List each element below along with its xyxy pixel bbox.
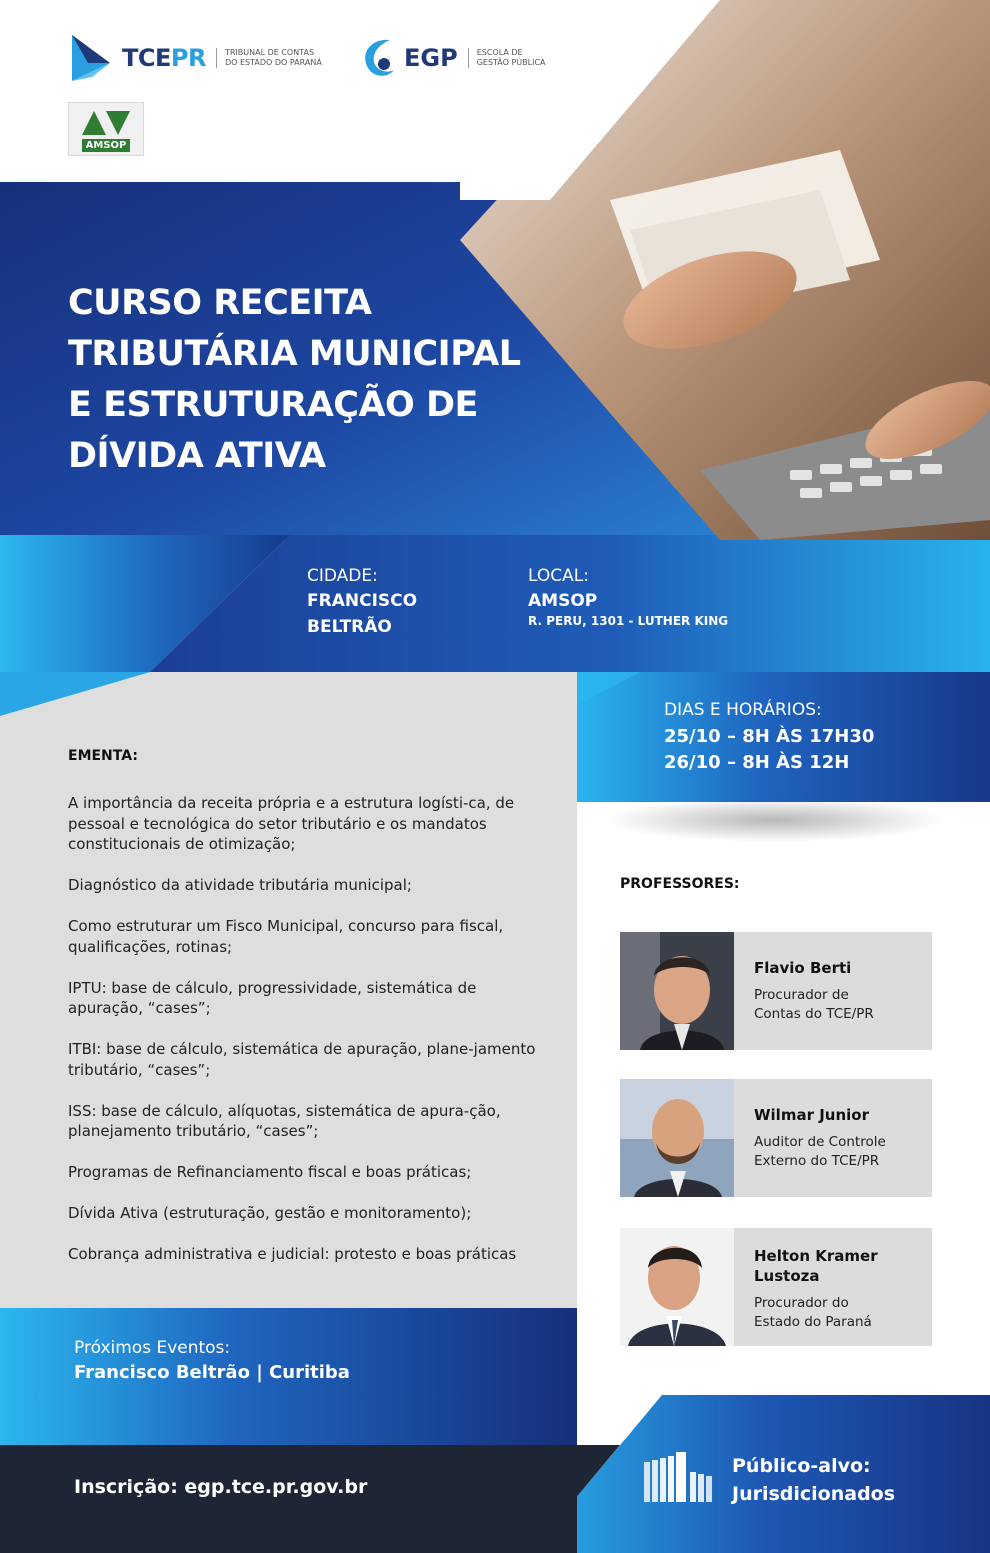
ementa-item: Como estruturar um Fisco Municipal, concurso para fiscal, qualificações, rotinas; bbox=[68, 917, 504, 956]
tce-logo bbox=[68, 30, 322, 86]
professor-role: Auditor de Controle Externo do TCE/PR bbox=[754, 1134, 886, 1169]
course-title: CURSO RECEITA TRIBUTÁRIA MUNICIPAL E ESTRUTURAÇÃO DE DÍVIDA ATIVA bbox=[68, 283, 521, 476]
professor-photo-avatar bbox=[620, 1228, 734, 1346]
location-name: AMSOP bbox=[528, 591, 598, 611]
ementa-item: Diagnóstico da atividade tributária municipal; bbox=[68, 876, 412, 894]
egp-swirl-icon bbox=[360, 34, 400, 82]
next-events-value: Francisco Beltrão | Curitiba bbox=[74, 1362, 350, 1383]
professor-photo-avatar bbox=[620, 932, 734, 1050]
ementa-item: ITBI: base de cálculo, sistemática de apuração, plane-jamento tributário, “cases”; bbox=[68, 1040, 536, 1079]
schedule-days: 25/10 – 8H ÀS 17H30 26/10 – 8H ÀS 12H bbox=[664, 726, 875, 773]
location-block bbox=[528, 566, 728, 628]
next-events-label: Próximos Eventos: bbox=[74, 1338, 231, 1358]
professor-role: Procurador de Contas do TCE/PR bbox=[754, 987, 874, 1022]
professor-name: Flavio Berti bbox=[754, 959, 852, 977]
location-address: R. PERU, 1301 - LUTHER KING bbox=[528, 614, 729, 628]
ementa-list bbox=[68, 793, 538, 1285]
ementa-item: A importância da receita própria e a estrutura logísti-ca, de pessoal e tecnológica do setor tributário e os mandatos constitucionais de otimização; bbox=[68, 794, 515, 853]
egp-logo bbox=[360, 30, 546, 86]
ementa-item: IPTU: base de cálculo, progressividade, sistemática de apuração, “cases”; bbox=[68, 978, 477, 1017]
professor-role: Procurador do Estado do Paraná bbox=[754, 1295, 872, 1330]
city-label: CIDADE: bbox=[307, 566, 378, 586]
amsop-logo: AMSOP bbox=[68, 102, 144, 156]
professor-name: Helton Kramer Lustoza bbox=[754, 1247, 878, 1285]
schedule-label: DIAS E HORÁRIOS: bbox=[664, 700, 822, 720]
professor-card bbox=[620, 1079, 932, 1197]
amsop-mark-icon bbox=[76, 107, 136, 137]
ementa-item: Programas de Refinanciamento fiscal e boas práticas; bbox=[68, 1163, 472, 1181]
building-icon bbox=[640, 1448, 718, 1506]
professors-heading: PROFESSORES: bbox=[620, 876, 740, 892]
city-block bbox=[307, 566, 417, 640]
tce-subtitle: TRIBUNAL DE CONTAS DO ESTADO DO PARANÁ bbox=[216, 48, 322, 68]
registration-link[interactable]: Inscrição: egp.tce.pr.gov.br bbox=[74, 1476, 368, 1498]
egp-name: EGP bbox=[404, 44, 458, 72]
egp-subtitle: ESCOLA DE GESTÃO PÚBLICA bbox=[468, 48, 546, 68]
ementa-item: Dívida Ativa (estruturação, gestão e monitoramento); bbox=[68, 1204, 472, 1222]
tce-mark-icon bbox=[68, 33, 114, 83]
professor-card bbox=[620, 932, 932, 1050]
professor-info bbox=[734, 1079, 932, 1197]
ementa-item: Cobrança administrativa e judicial: protesto e boas práticas bbox=[68, 1245, 517, 1263]
professor-info bbox=[734, 1228, 932, 1346]
professor-card bbox=[620, 1228, 932, 1346]
professor-info bbox=[734, 932, 932, 1050]
tce-name: TCEPR bbox=[122, 44, 206, 72]
city-line1: FRANCISCO bbox=[307, 591, 418, 611]
ementa-item: ISS: base de cálculo, alíquotas, sistemática de apura-ção, planejamento tributário, “cases”; bbox=[68, 1101, 501, 1140]
location-label: LOCAL: bbox=[528, 566, 589, 586]
ementa-heading: EMENTA: bbox=[68, 748, 138, 764]
professor-name: Wilmar Junior bbox=[754, 1106, 869, 1124]
audience-text: Público-alvo: Jurisdicionados bbox=[732, 1455, 896, 1505]
professor-photo-avatar bbox=[620, 1079, 734, 1197]
city-line2: BELTRÃO bbox=[307, 617, 392, 637]
